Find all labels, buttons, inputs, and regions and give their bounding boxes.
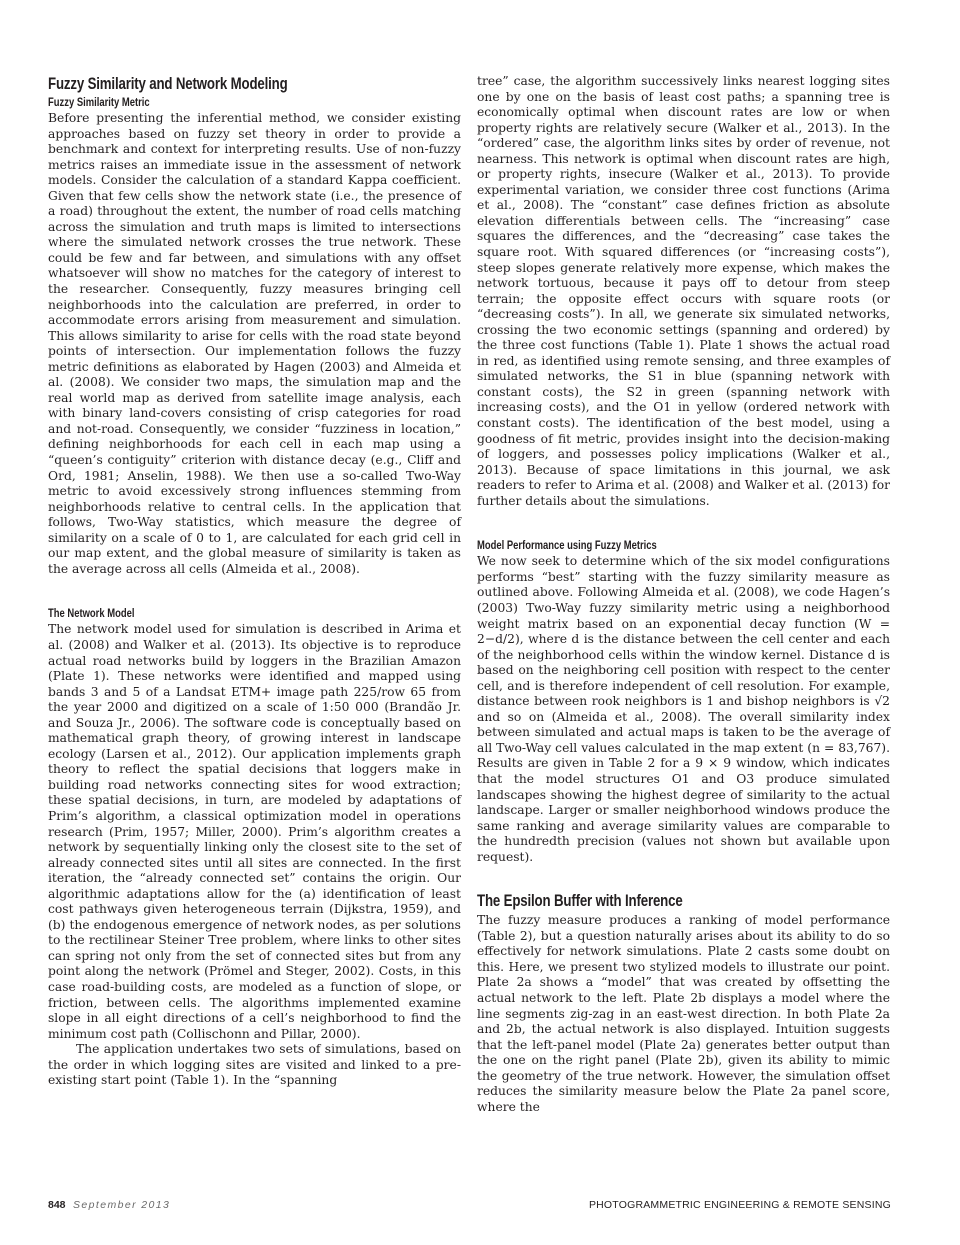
subheading-network-model: The Network Model: [48, 608, 135, 621]
paragraph: We now seek to determine which of the six model configurations performs “best” starting with the fuzzy similarity measure as outlined above. Following Almeida et al. (2008), we code Hagen’s (2003) Two-Way fuzzy similarity metric using a neighborhood weight matrix based on an exponential decay function (W = 2−d/2), where d is the distance between the cell center and each of the neighborhood cells within the window kernel. Distance d is based on the neighboring cell position with respect to the center cell, and is therefore independent of cell resolution. For example, distance between rook neighbors is 1 and bishop neighbors is √2 and so on (Almeida et al., 2008). The overall similarity index between simulated and actual maps is taken to be the average of all Two-Way cell values calculated in the map extent (n = 83,767). Results are given in Table 2 for a 9 × 9 window, which indicates that the model structures O1 and O3 produce simulated landscapes showing the highest degree of similarity to the actual landscape. Larger or smaller neighborhood windows produce the same ranking and average similarity values are comparable to the hundredth precision (values not shown but available upon request).: [477, 554, 890, 864]
section-heading-fuzzy-similarity: Fuzzy Similarity and Network Modeling: [48, 74, 288, 93]
right-column: [477, 74, 890, 1115]
paragraph: Before presenting the inferential method, we consider existing approaches based on fuzzy set theory in order to provide a benchmark and context for interpreting results. Use of non-fuzzy metrics raises an immediate issue in the assessment of network models. Consider the calculation of a standard Kappa coefficient. Given that few cells show the network state (i.e., the presence of a road) throughout the extent, the number of road cells matching across the simulation and truth maps is limited to intersections where the simulated network crosses the true network. These could be few and far between, and simulations with any offset whatsoever will show no matches for the category of interest to the researcher. Consequently, fuzzy measures bringing cell neighborhoods into the calculation are preferred, in order to accommodate errors arising from measurement and simulation. This allows similarity to arise for cells with the road state beyond points of intersection. Our implementation follows the fuzzy metric definitions as elaborated by Hagen (2003) and Almeida et al. (2008). We consider two maps, the simulation map and the real world map as derived from satellite image analysis, each with binary land-covers consisting of crisp categories for road and not-road. Consequently, we consider “fuzziness in location,” defining neighborhoods for each cell in each map using a “queen’s contiguity” criterion with distance decay (e.g., Cliff and Ord, 1981; Anselin, 1988). We then use a so-called Two-Way metric to avoid excessively strong influences stemming from neighborhoods relative to central cells. In the application that follows, Two-Way statistics, which measure the degree of similarity on a scale of 0 to 1, are calculated for each grid cell in our map extent, and the global measure of similarity is taken as the average across all cells (Almeida et al., 2008).: [48, 111, 461, 576]
page-number: 848: [48, 1199, 66, 1211]
paragraph: The application undertakes two sets of simulations, based on the order in which logging sites are visited and linked to a pre-existing start point (Table 1). In the “spanning: [48, 1042, 461, 1088]
section-heading-epsilon-buffer: The Epsilon Buffer with Inference: [477, 891, 683, 911]
journal-name: PHOTOGRAMMETRIC ENGINEERING & REMOTE SENSING: [588, 1199, 891, 1211]
subheading-fuzzy-similarity-metric: Fuzzy Similarity Metric: [48, 97, 150, 109]
issue-date: September 2013: [73, 1199, 171, 1211]
page-footer: [48, 1199, 891, 1217]
paragraph: The fuzzy measure produces a ranking of model performance (Table 2), but a question naturally arises about its ability to do so effectively for network simulations. Plate 2 casts some doubt on this. Here, we present two stylized models to illustrate our point. Plate 2a shows a “model” that was created by offsetting the actual network to the left. Plate 2b displays a model where the line segments zig-zag in an east-west direction. In both Plate 2a and 2b, the actual network is also displayed. Intuition suggests that the left-panel model (Plate 2a) generates better output than the one on the right panel (Plate 2b), given its ability to mimic the geometry of the true network. However, the simulation offset reduces the similarity measure below the Plate 2a panel score, where the: [477, 913, 890, 1114]
paragraph: tree” case, the algorithm successively links nearest logging sites one by one on the basis of least cost paths; a spanning tree is economically optimal when discount rates are low or when property rights are relatively secure (Walker et al., 2013). In the “ordered” case, the algorithm links sites by order of revenue, not nearness. This network is optimal when discount rates are high, or property rights, insecure (Walker et al., 2013). To provide experimental variation, we consider three cost functions (Arima et al., 2008). The “constant” case defines friction as absolute elevation differentials between cells. The “increasing” case squares the differences, and the “decreasing” case takes the square root. With squared differences (or “increasing costs”), steep slopes generate relatively more expense, which makes the network tortuous, because it pays off to detour from steep terrain; the opposite effect occurs with square roots (or “decreasing costs”). In all, we generate six simulated networks, crossing the two economic settings (spanning and ordered) by the three cost functions (Table 1). Plate 1 shows the actual road in red, as identified using remote sensing, and three examples of simulated networks, the S1 in blue (spanning network with constant costs), the S2 in green (spanning network with increasing costs), and the O1 in yellow (ordered network with constant costs). The identification of the best model, using a goodness of fit metric, provides insight into the decision-making of loggers, and possesses policy implications (Walker et al., 2013). Because of space limitations in this journal, we ask readers to refer to Arima et al. (2008) and Walker et al. (2013) for further details about the simulations.: [477, 74, 890, 508]
paragraph: The network model used for simulation is described in Arima et al. (2008) and Walker et al. (2013). Its objective is to reproduce actual road networks build by loggers in the Brazilian Amazon (Plate 1). These networks were identified and mapped using bands 3 and 5 of a Landsat ETM+ image path 225/row 65 from the year 2000 and digitized on a scale of 1:50 000 (Brandão Jr. and Souza Jr., 2006). The software code is conceptually based on mathematical graph theory, of growing interest in landscape ecology (Larsen et al., 2012). Our application implements graph theory to reflect the spatial decisions that loggers make in building road networks connecting sites for wood extraction; these spatial decisions, in turn, are modeled by adaptations of Prim’s algorithm, a classical optimization model in operations research (Prim, 1957; Miller, 2000). Prim’s algorithm creates a network by sequentially linking only the closest site to the set of already connected sites until all sites are connected. In the first iteration, the “already connected set” contains the origin. Our algorithmic adaptations allow for the (a) identification of least cost pathways given heterogeneous terrain (Dijkstra, 1959), and (b) the endogenous emergence of network nodes, as per solutions to the rectilinear Steiner Tree problem, where links to other sites can spring not only from the set of connected sites but from any point along the network (Prömel and Steger, 2002). Costs, in this case road-building costs, are modeled as a function of slope, or friction, between cells. The algorithms implemented examine slope in all eight directions of a cell’s neighborhood to find the minimum cost path (Collischonn and Pillar, 2000).: [48, 622, 461, 1041]
left-column: [48, 74, 461, 1089]
subheading-model-performance: Model Performance using Fuzzy Metrics: [477, 540, 657, 553]
